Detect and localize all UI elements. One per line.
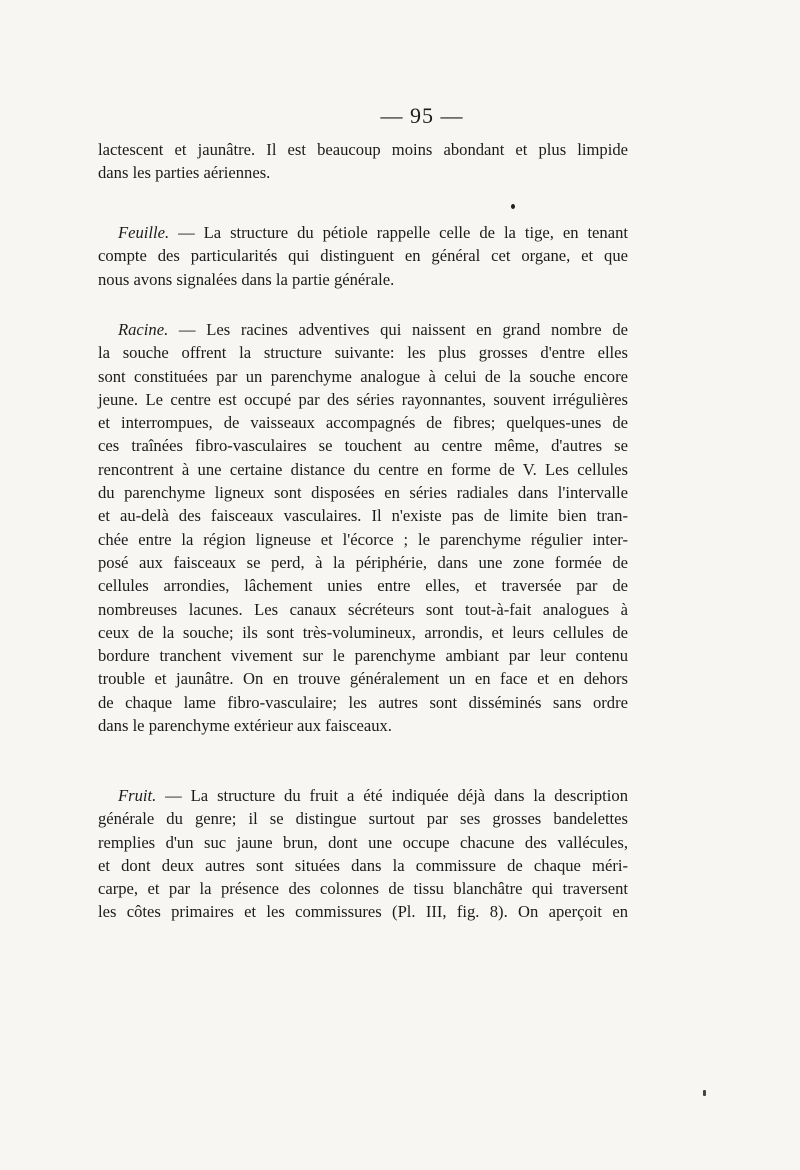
text-line: posé aux faisceaux se perd, à la périphérie, dans une zone formée de — [98, 552, 628, 572]
text-line: sont constituées par un parenchyme analogue à celui de la souche encore — [98, 366, 628, 386]
section-heading-fruit: Fruit. — [118, 786, 157, 805]
text-fragment: — Les racines adventives qui naissent en grand nombre de — [168, 320, 628, 339]
page-number: — 95 — — [380, 103, 464, 128]
text-line: de chaque lame fibro-vasculaire; les autres sont disséminés sans ordre — [98, 692, 628, 712]
text-line: la souche offrent la structure suivante: les plus grosses d'entre elles — [98, 343, 628, 363]
paragraph-racine — [98, 318, 628, 737]
text-line: et au-delà des faisceaux vasculaires. Il n'existe pas de limite bien tran- — [98, 506, 628, 526]
text-line: ces traînées fibro-vasculaires se touchent au centre même, d'autres se — [98, 436, 628, 456]
section-heading-racine: Racine. — [118, 320, 169, 339]
paragraph-feuille — [98, 221, 628, 291]
text-line: chée entre la région ligneuse et l'écorce ; le parenchyme régulier inter- — [98, 529, 628, 549]
text-line: trouble et jaunâtre. On en trouve généralement un en face et en dehors — [98, 669, 628, 689]
text-line: dans le parenchyme extérieur aux faisceaux. — [98, 716, 392, 736]
text-fragment: — La structure du pétiole rappelle celle de la tige, en tenant — [169, 223, 628, 242]
section-heading-feuille: Feuille. — [118, 223, 170, 242]
text-line — [98, 784, 628, 807]
text-line — [98, 221, 628, 244]
text-line: et dont deux autres sont situées dans la commissure de chaque méri- — [98, 855, 628, 875]
paragraph-continuation — [98, 138, 628, 185]
text-line: du parenchyme ligneux sont disposées en séries radiales dans l'intervalle — [98, 483, 628, 503]
text-line: lactescent et jaunâtre. Il est beaucoup moins abondant et plus limpide — [98, 140, 628, 159]
text-line: générale du genre; il se distingue surtout par ses grosses bandelettes — [98, 809, 628, 829]
text-line: dans les parties aériennes. — [98, 163, 271, 183]
ink-speck — [703, 1090, 706, 1096]
text-line: bordure tranchent vivement sur le parenchyme ambiant par leur contenu — [98, 646, 628, 666]
text-line — [98, 318, 628, 341]
text-line: rencontrent à une certaine distance du centre en forme de V. Les cellules — [98, 459, 628, 479]
text-line: carpe, et par la présence des colonnes de tissu blanchâtre qui traversent — [98, 879, 628, 899]
text-fragment: — La structure du fruit a été indiquée déjà dans la description — [156, 786, 628, 805]
text-line: cellules arrondies, lâchement unies entre elles, et traversée par de — [98, 576, 628, 596]
text-line: remplies d'un suc jaune brun, dont une occupe chacune des vallécules, — [98, 832, 628, 852]
text-line: et interrompues, de vaisseaux accompagnés de fibres; quelques-unes de — [98, 413, 628, 433]
text-line: compte des particularités qui distinguent en général cet organe, et que — [98, 246, 628, 266]
text-line: nombreuses lacunes. Les canaux sécréteurs sont tout-à-fait analogues à — [98, 599, 628, 619]
paragraph-fruit — [98, 784, 628, 924]
text-line: ceux de la souche; ils sont très-volumineux, arrondis, et leurs cellules de — [98, 622, 628, 642]
text-line: nous avons signalées dans la partie générale. — [98, 269, 395, 289]
ink-dot — [511, 204, 515, 209]
text-line: les côtes primaires et les commissures (Pl. III, fig. 8). On aperçoit en — [98, 902, 628, 922]
text-line: jeune. Le centre est occupé par des séries rayonnantes, souvent irrégulières — [98, 389, 628, 409]
